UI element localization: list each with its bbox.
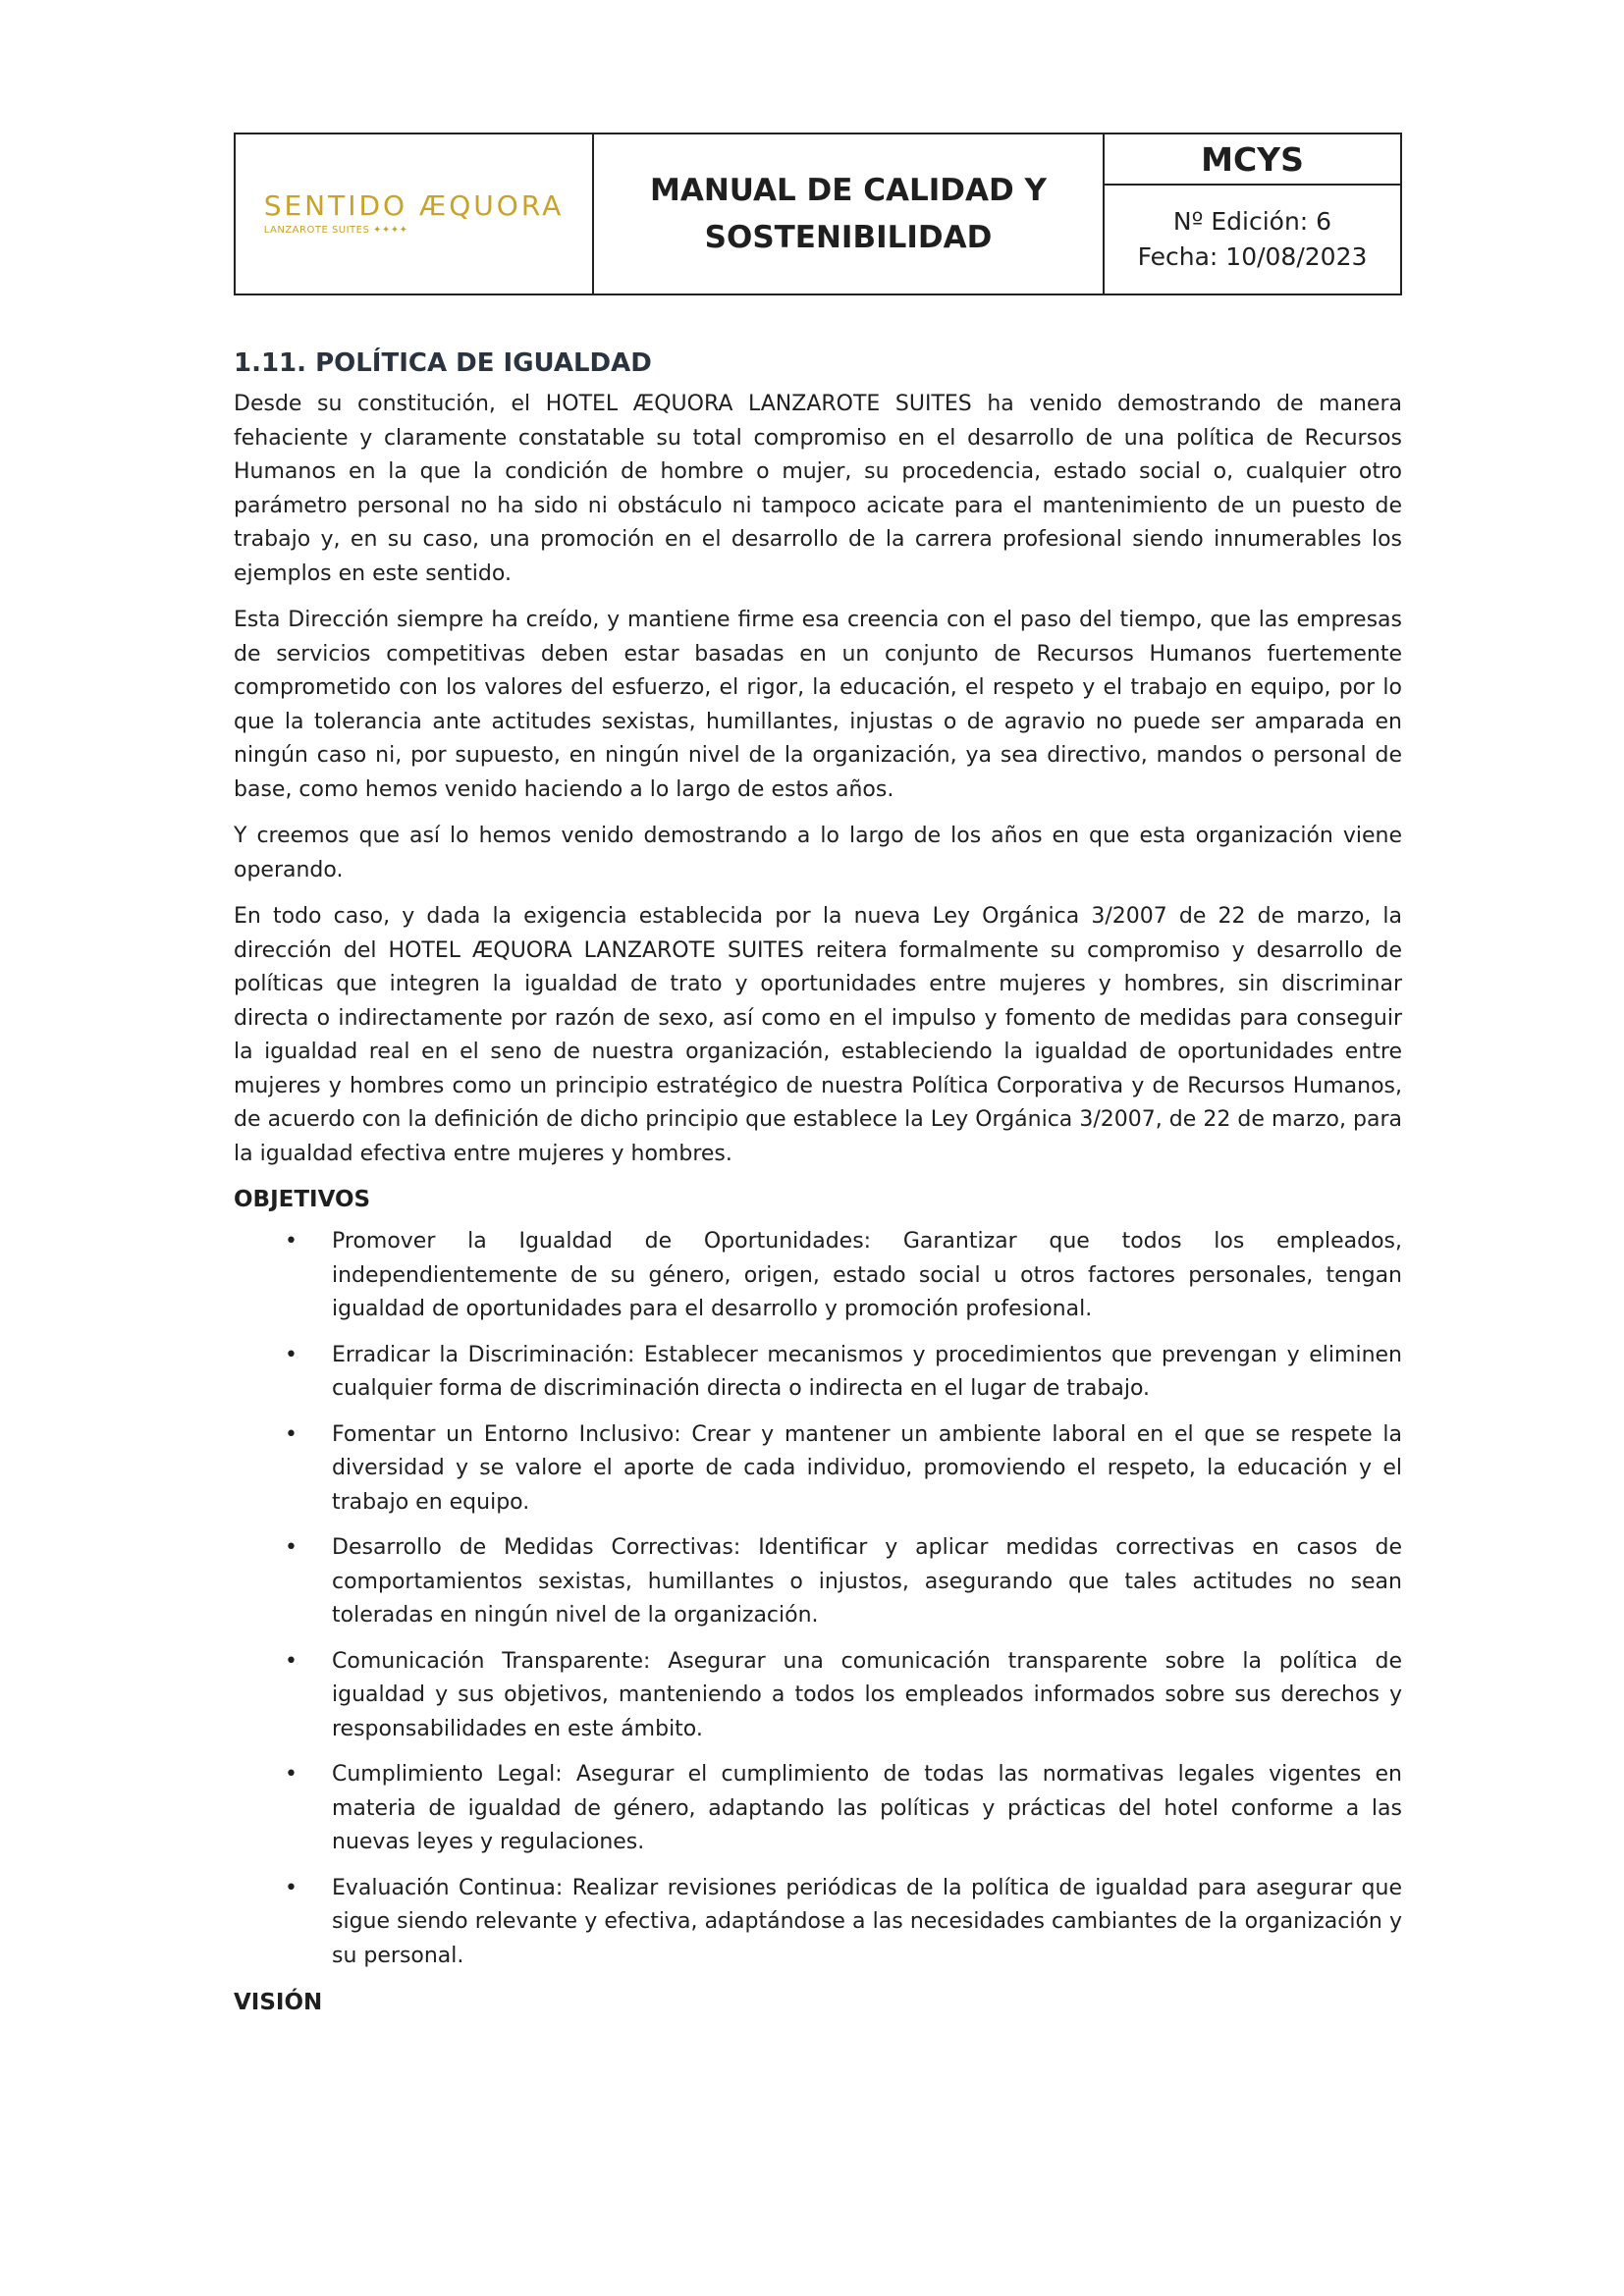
document-title-line1: MANUAL DE CALIDAD Y: [650, 173, 1047, 208]
list-item: [234, 1872, 1402, 1974]
document-code: MCYS: [1105, 134, 1400, 186]
edition-number: Nº Edición: 6: [1172, 207, 1332, 236]
list-item: [234, 1758, 1402, 1860]
document-title-line2: SOSTENIBILIDAD: [704, 220, 993, 255]
document-page: [234, 133, 1402, 2028]
list-item: [234, 1225, 1402, 1327]
edition-date: Fecha: 10/08/2023: [1137, 242, 1368, 271]
vision-heading: VISIÓN: [234, 1990, 323, 2015]
list-item: [234, 1645, 1402, 1747]
bullet-icon: •: [285, 1229, 298, 1254]
bullet-icon: •: [285, 1535, 298, 1560]
objectives-heading: OBJETIVOS: [234, 1187, 371, 1212]
list-item-text: Promover la Igualdad de Oportunidades: Garantizar que todos los empleados, independientemente de su género, origen, estado social u otros factores personales, tengan igualdad de oportunidades para el desarrollo y promoción profesional.: [332, 1229, 1402, 1321]
paragraph: Desde su constitución, el HOTEL ÆQUORA LANZAROTE SUITES ha venido demostrando de manera fehaciente y claramente constatable su total compromiso en el desarrollo de una política de Recursos Humanos en la que la condición de hombre o mujer, su procedencia, estado social o, cualquier otro parámetro personal no ha sido ni obstáculo ni tampoco acicate para el mantenimiento de un puesto de trabajo y, en su caso, una promoción en el desarrollo de la carrera profesional siendo innumerables los ejemplos en este sentido.: [234, 392, 1402, 586]
bullet-icon: •: [285, 1421, 298, 1447]
bullet-icon: •: [285, 1762, 298, 1787]
logo-cell: [236, 134, 594, 294]
paragraph: En todo caso, y dada la exigencia establecida por la nueva Ley Orgánica 3/2007 de 22 de marzo, la dirección del HOTEL ÆQUORA LANZAROTE SUITES reitera formalmente su compromiso y desarrollo de políticas que integren la igualdad de trato y oportunidades entre mujeres y hombres, sin discriminar directa o indirectamente por razón de sexo, así como en el impulso y fomento de medidas para conseguir la igualdad real en el seno de nuestra organización, estableciendo la igualdad de oportunidades entre mujeres y hombres como un principio estratégico de nuestra Política Corporativa y de Recursos Humanos, de acuerdo con la definición de dicho principio que establece la Ley Orgánica 3/2007, de 22 de marzo, para la igualdad efectiva entre mujeres y hombres.: [234, 904, 1402, 1166]
bullet-icon: •: [285, 1342, 298, 1367]
code-cell: [1105, 134, 1400, 294]
list-item-text: Evaluación Continua: Realizar revisiones periódicas de la política de igualdad para asegurar que sigue siendo relevante y efectiva, adaptándose a las necesidades cambiantes de la organización y su personal.: [332, 1875, 1402, 1968]
list-item-text: Comunicación Transparente: Asegurar una comunicación transparente sobre la política de igualdad y sus objetivos, manteniendo a todos los empleados informados sobre sus derechos y responsabilidades en este ámbito.: [332, 1648, 1402, 1741]
logo-brand: SENTIDO ÆQUORA: [263, 189, 565, 222]
section-title: 1.11. POLÍTICA DE IGUALDAD: [234, 348, 652, 378]
paragraph: Y creemos que así lo hemos venido demostrando a lo largo de los años en que esta organización viene operando.: [234, 824, 1402, 882]
document-title: [650, 167, 1047, 261]
document-header-table: [234, 133, 1402, 295]
paragraph: Esta Dirección siempre ha creído, y mantiene firme esa creencia con el paso del tiempo, que las empresas de servicios competitivas deben estar basadas en un conjunto de Recursos Humanos fuertemente comprometido con los valores del esfuerzo, el rigor, la educación, el respeto y el trabajo en equipo, por lo que la tolerancia ante actitudes sexistas, humillantes, injustas o de agravio no puede ser amparada en ningún caso ni, por supuesto, en ningún nivel de la organización, ya sea directivo, mandos o personal de base, como hemos venido haciendo a lo largo de estos años.: [234, 608, 1402, 802]
list-item: [234, 1339, 1402, 1407]
list-item-text: Erradicar la Discriminación: Establecer mecanismos y procedimientos que prevengan y eliminen cualquier forma de discriminación directa o indirecta en el lugar de trabajo.: [332, 1342, 1402, 1401]
logo-subtitle: LANZAROTE SUITES ✦✦✦✦: [263, 225, 408, 236]
list-item: [234, 1418, 1402, 1521]
document-meta: [1105, 186, 1400, 294]
list-item-text: Fomentar un Entorno Inclusivo: Crear y mantener un ambiente laboral en el que se respete la diversidad y se valore el aporte de cada individuo, promoviendo el respeto, la educación y el trabajo en equipo.: [332, 1421, 1402, 1515]
bullet-icon: •: [285, 1875, 298, 1900]
list-item-text: Cumplimiento Legal: Asegurar el cumplimiento de todas las normativas legales vigentes en materia de igualdad de género, adaptando las políticas y prácticas del hotel conforme a las nuevas leyes y regulaciones.: [332, 1762, 1402, 1854]
list-item-text: Desarrollo de Medidas Correctivas: Identificar y aplicar medidas correctivas en casos de comportamientos sexistas, humillantes o injustos, asegurando que tales actitudes no sean toleradas en ningún nivel de la organización.: [332, 1535, 1402, 1628]
bullet-icon: •: [285, 1648, 298, 1674]
hotel-logo: [263, 189, 565, 236]
objectives-list: [234, 1225, 1402, 1973]
list-item: [234, 1531, 1402, 1633]
title-cell: [594, 134, 1105, 294]
